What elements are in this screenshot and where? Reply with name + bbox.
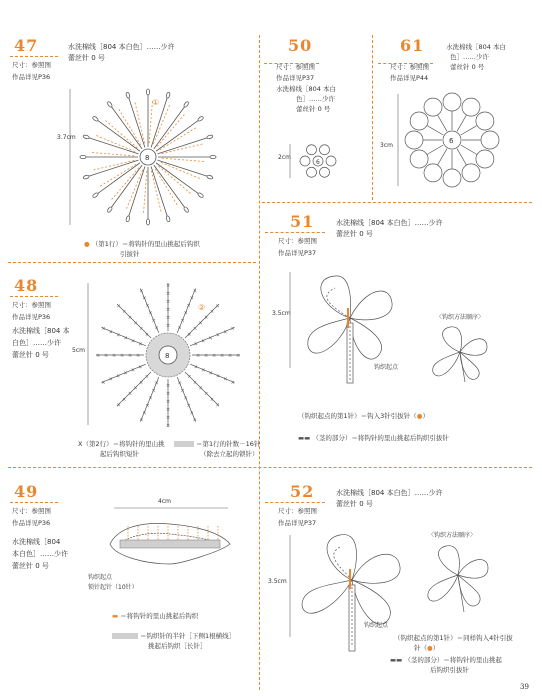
crochet-chart-49 [100, 504, 240, 574]
dimension-label: 3.5cm [272, 310, 291, 317]
petal [410, 150, 428, 168]
legend-start-stitch: （钩织起点的第1针）＝同样钩入4针引拔 [394, 634, 513, 642]
sc-mark: × [189, 410, 194, 417]
sc-mark: × [166, 415, 171, 421]
sc-mark: × [144, 331, 149, 338]
stitch-ray [98, 121, 140, 152]
size-label: 尺寸：参照图 [278, 507, 317, 515]
sc-mark: × [186, 303, 191, 310]
sc-mark: × [130, 367, 136, 374]
chain-stitch [197, 116, 204, 122]
stitch-ray [129, 167, 145, 216]
sc-mark: × [116, 303, 121, 310]
sc-mark: × [166, 391, 171, 397]
legend-back-loop: ▬ ＝将钩针的里山挑起后钩织 [112, 612, 199, 620]
chain-stitch [80, 155, 86, 158]
chain-ray [92, 153, 134, 156]
crochet-chart-47 [70, 85, 220, 235]
pattern-number: 49 [14, 482, 39, 501]
divider-vertical-top [372, 35, 373, 200]
petal [443, 169, 461, 187]
pattern-number: 50 [288, 36, 313, 55]
chain-stitch [166, 215, 171, 222]
sc-mark: × [154, 380, 159, 387]
stitch-ray [89, 138, 138, 154]
chain-stitch [107, 206, 113, 213]
sc-mark: × [130, 338, 136, 345]
sc-mark: × [166, 323, 171, 329]
sc-mark: × [166, 299, 171, 305]
hook-line: 蕾丝针 0 号 [336, 500, 373, 508]
size-label: 尺寸：参照图 [12, 61, 51, 69]
chain-ray [119, 109, 141, 145]
pattern-number: 51 [290, 212, 315, 231]
chain-ray [112, 168, 139, 200]
legend-half-loop-2: 挑起后钩织［长针］ [148, 642, 207, 650]
hook-line: 蕾丝针 0 号 [336, 230, 373, 238]
hook-line: 蕾丝针 0 号 [12, 351, 49, 359]
center-mark: 6 [316, 159, 320, 166]
chain-ray [157, 114, 184, 146]
chain-stitch [125, 92, 130, 99]
sc-mark: × [228, 353, 233, 359]
chain-ray [135, 103, 145, 144]
sc-mark: × [177, 325, 182, 332]
sc-mark: × [166, 383, 171, 389]
sc-mark: × [220, 353, 225, 359]
sc-mark: × [138, 364, 143, 371]
sc-mark: × [215, 402, 220, 409]
sc-mark: × [183, 310, 188, 317]
chain-ray [94, 160, 135, 170]
divider-middle [8, 467, 532, 468]
sc-mark: × [142, 295, 147, 302]
sc-mark: × [101, 326, 106, 333]
dimension-label: 3.7cm [57, 134, 76, 141]
round-marker: ① [152, 98, 160, 107]
petal [424, 164, 442, 182]
sc-mark: × [139, 288, 144, 295]
chain-stitch [183, 101, 189, 108]
stitch-ray [461, 145, 477, 155]
legend-start-stitch: （钩织起点的第1针）＝钩入3针引拔针（●） [298, 412, 429, 420]
crochet-chart-52 [290, 525, 410, 665]
petal [424, 98, 442, 116]
petal [405, 131, 423, 149]
stitch-ray [112, 107, 143, 149]
divider-top-right [262, 202, 532, 203]
sc-mark: × [116, 332, 121, 339]
sc-mark: × [127, 391, 133, 398]
hook-line: 蕾丝针 0 号 [450, 63, 485, 71]
sc-mark: × [148, 310, 153, 317]
sc-mark: × [136, 353, 141, 359]
dimension-label: 2cm [278, 154, 291, 161]
pattern-number: 48 [14, 276, 39, 295]
sc-mark: × [230, 326, 235, 333]
round-note-2: 引拔针 [120, 250, 140, 258]
sc-mark: × [204, 314, 209, 321]
hook-line: 蕾丝针 0 号 [68, 54, 105, 62]
pattern-number: 61 [400, 36, 425, 55]
legend-count-2: （除去立起的锁针） [200, 450, 259, 458]
materials-line-2: 色］……少许 [450, 53, 489, 61]
chain-ray [162, 158, 204, 161]
petal [410, 112, 428, 130]
stitch-ray [151, 167, 167, 216]
sc-mark: × [123, 335, 128, 342]
start-label: 钩织起点 [374, 364, 399, 371]
reference-label: 作品详见P36 [12, 73, 51, 81]
sc-mark: × [116, 373, 121, 380]
method-title: 〈钩织方法顺序〉 [436, 314, 485, 321]
chain-stitch [83, 134, 90, 139]
sc-mark: × [192, 288, 197, 295]
number-underline [265, 502, 325, 503]
sc-mark: × [236, 353, 241, 359]
stitch-ray [112, 165, 143, 207]
sc-mark: × [180, 388, 185, 395]
stitch-ray [158, 160, 207, 176]
sc-mark: × [145, 303, 150, 310]
center-mark: 8 [165, 352, 170, 360]
chain-stitch [206, 175, 213, 180]
sc-mark: × [177, 380, 182, 387]
sc-mark: × [96, 353, 101, 359]
sc-mark: × [142, 410, 147, 417]
legend-stem-2: 后钩织引拔针 [430, 666, 469, 674]
petal [443, 93, 461, 111]
materials-line-2: 色］……少许 [296, 95, 335, 103]
sc-mark: × [186, 402, 191, 409]
chain-ray [149, 101, 152, 143]
crochet-chart-50 [290, 138, 350, 188]
sc-mark: × [151, 317, 156, 324]
stitch-ray [154, 107, 185, 149]
sc-mark: × [192, 417, 197, 424]
start-label-2: 锁针起针（10针） [88, 584, 138, 591]
crochet-chart-51 [290, 268, 400, 398]
chain-stitch [83, 175, 90, 180]
sc-mark: × [166, 307, 171, 313]
number-underline [10, 502, 58, 503]
sc-mark: × [145, 402, 150, 409]
sc-mark: × [108, 376, 113, 383]
reference-label: 作品详见P37 [278, 249, 317, 257]
chain-stitch [125, 215, 130, 222]
stitch-ray [129, 98, 145, 147]
chain-ray [159, 166, 191, 193]
petal [307, 145, 317, 155]
sc-mark: × [192, 326, 198, 333]
sc-mark: × [198, 385, 203, 392]
size-label: 尺寸：参照图 [12, 301, 51, 309]
stitch-ray [461, 126, 477, 136]
method-title: 〈钩织方法顺序〉 [428, 532, 477, 539]
sc-mark: × [209, 396, 215, 403]
sc-mark: × [138, 341, 143, 348]
petal [462, 98, 480, 116]
sc-mark: × [120, 353, 125, 359]
sc-mark: × [108, 329, 113, 336]
chain-ray [155, 169, 177, 205]
legend-stem: ▬▬ （茎的部分）＝将钩针的里山挑起 [390, 656, 502, 664]
reference-label: 作品详见P37 [278, 519, 317, 527]
chain-stitch [146, 219, 149, 225]
sc-mark: × [101, 379, 106, 386]
method-diagram-52 [418, 540, 498, 615]
start-label: 钩织起点 [364, 622, 389, 629]
sc-mark: × [215, 332, 221, 339]
sc-mark: × [139, 417, 144, 424]
sc-mark: × [122, 396, 127, 403]
sc-mark: × [208, 370, 213, 377]
dimension-label: 5cm [72, 347, 85, 354]
stitch-ray [89, 160, 138, 176]
legend-stem: ▬▬ （茎的部分）＝将钩针的里山挑起后钩织引拔针 [298, 434, 449, 442]
round-note: ● （第1行）＝将钩针的里山挑起后钩织 [84, 240, 200, 248]
size-label: 尺寸：参照图 [390, 63, 429, 71]
petal [476, 150, 494, 168]
chain-stitch [92, 192, 99, 198]
sc-mark: × [154, 325, 159, 332]
sc-mark: × [198, 320, 203, 327]
sc-mark: × [166, 291, 171, 297]
sc-mark: × [148, 395, 153, 402]
sc-mark: × [116, 402, 121, 409]
materials-line: 水洗棉线［804 本白色］……少许 [336, 489, 443, 497]
pattern-number: 47 [14, 36, 39, 55]
chain-ray [162, 144, 203, 154]
stitch-ray [457, 115, 467, 131]
materials-line: 水洗棉线［804 本白色］……少许 [68, 43, 175, 51]
hook-line: 蕾丝针 0 号 [12, 562, 49, 570]
sc-mark: × [144, 374, 149, 381]
stitch-ray [156, 163, 198, 194]
sc-mark: × [166, 399, 171, 405]
petal [462, 164, 480, 182]
chain-stitch [166, 92, 171, 99]
legend-gray-swatch [174, 441, 194, 447]
legend-start-stitch-2: 针（●） [414, 644, 440, 652]
sc-mark: × [230, 379, 235, 386]
reference-label: 作品详见P36 [12, 519, 51, 527]
stitch-ray [154, 165, 185, 207]
stitch-ray [98, 163, 140, 194]
sc-mark: × [122, 309, 127, 316]
sc-mark: × [133, 320, 138, 327]
sc-mark: × [201, 367, 206, 374]
materials-line-2: 白色］……少许 [12, 339, 61, 347]
sc-mark: × [204, 391, 209, 398]
chain-ray [105, 121, 137, 148]
sc-mark: × [112, 353, 117, 359]
sc-mark: × [223, 376, 228, 383]
materials-line: 水洗棉线［804 本白 [446, 43, 506, 51]
dimension-label: 4cm [158, 498, 171, 505]
sc-mark: × [196, 353, 201, 359]
chain-stitch [210, 155, 216, 158]
chain-stitch [107, 101, 113, 108]
sc-mark: × [166, 315, 171, 321]
materials-line-2: 本白色］……少许 [12, 550, 68, 558]
center-mark: 8 [145, 154, 150, 162]
sc-mark: × [208, 335, 213, 342]
sc-mark: × [180, 317, 185, 324]
legend-sc: X（第2行）＝将钩针的里山挑 [78, 440, 165, 448]
stitch-ray [438, 149, 448, 165]
sc-mark: × [189, 295, 194, 302]
legend-sc-2: 起后钩织短针 [100, 450, 139, 458]
round-marker: ② [198, 303, 206, 312]
stitch-ray [438, 115, 448, 131]
sc-mark: × [212, 353, 217, 359]
sc-mark: × [223, 329, 228, 336]
size-label: 尺寸：参照图 [276, 63, 315, 71]
chain-stitch [146, 89, 149, 95]
crochet-chart-61 [398, 86, 508, 196]
divider-vertical [259, 35, 260, 690]
dimension-label: 3cm [380, 142, 393, 149]
materials-line: 水洗棉线［804 本 [12, 327, 70, 335]
sc-mark: × [139, 326, 144, 333]
materials-line: 水洗棉线［804 [12, 538, 61, 546]
stitch-ray [158, 138, 207, 154]
sc-mark: × [183, 395, 188, 402]
sc-mark: × [187, 374, 192, 381]
sc-mark: × [151, 388, 156, 395]
sc-mark: × [133, 385, 138, 392]
materials-line: 水洗棉线［804 本白色］……少许 [336, 219, 443, 227]
petal [476, 112, 494, 130]
number-underline [265, 232, 325, 233]
stitch-ray [156, 121, 198, 152]
petal [481, 131, 499, 149]
page-number: 39 [520, 683, 529, 691]
center-mark: 6 [449, 137, 454, 145]
sc-mark: × [104, 353, 109, 359]
sc-mark: × [123, 370, 128, 377]
sc-mark: × [166, 283, 171, 289]
sc-mark: × [201, 338, 206, 345]
sc-mark: × [193, 364, 198, 371]
sc-mark: × [215, 373, 221, 380]
sc-mark: × [128, 353, 133, 359]
reference-label: 作品详见P37 [276, 74, 315, 82]
chain-stitch [183, 206, 189, 213]
sc-mark: × [193, 341, 198, 348]
chain-ray [100, 164, 136, 186]
chain-stitch [92, 116, 99, 122]
sc-mark: × [127, 314, 133, 321]
sc-mark: × [192, 379, 198, 386]
sc-mark: × [204, 353, 209, 359]
divider-top-left [8, 262, 256, 263]
dimension-label: 3.5cm [268, 578, 287, 585]
chain-ray [160, 128, 196, 150]
sc-mark: × [209, 309, 215, 316]
crochet-chart-48 [88, 275, 248, 435]
sc-mark: × [166, 423, 171, 429]
method-diagram-51 [425, 322, 495, 387]
start-label: 钩织起点 [88, 574, 113, 581]
chain-ray [144, 171, 147, 213]
size-label: 尺寸：参照图 [278, 237, 317, 245]
petal [320, 145, 330, 155]
reference-label: 作品详见P44 [390, 74, 429, 82]
reference-label: 作品详见P36 [12, 313, 51, 321]
petal [307, 167, 317, 177]
legend-count: ＝第1行的针数－16针 [196, 440, 261, 448]
materials-line: 水洗棉线［804 本白 [276, 85, 336, 93]
chain-stitch [197, 192, 204, 198]
chain-ray [151, 171, 161, 212]
petal [300, 156, 310, 166]
sc-mark: × [187, 331, 192, 338]
number-underline [10, 56, 58, 57]
sc-mark: × [139, 379, 144, 386]
stitch-ray [427, 145, 443, 155]
hook-line: 蕾丝针 0 号 [296, 105, 331, 113]
sc-mark: × [215, 303, 220, 310]
pattern-number: 52 [290, 482, 315, 501]
legend-gray-swatch [112, 633, 138, 639]
legend-half-loop: ＝钩织针的半针［下侧1根横线］ [140, 632, 236, 640]
petal [326, 156, 336, 166]
stitch-ray [457, 149, 467, 165]
stitch-ray [427, 126, 443, 136]
sc-mark: × [166, 407, 171, 413]
size-label: 尺寸：参照图 [12, 507, 51, 515]
number-underline [10, 296, 58, 297]
chain-stitch [206, 134, 213, 139]
petal [320, 167, 330, 177]
